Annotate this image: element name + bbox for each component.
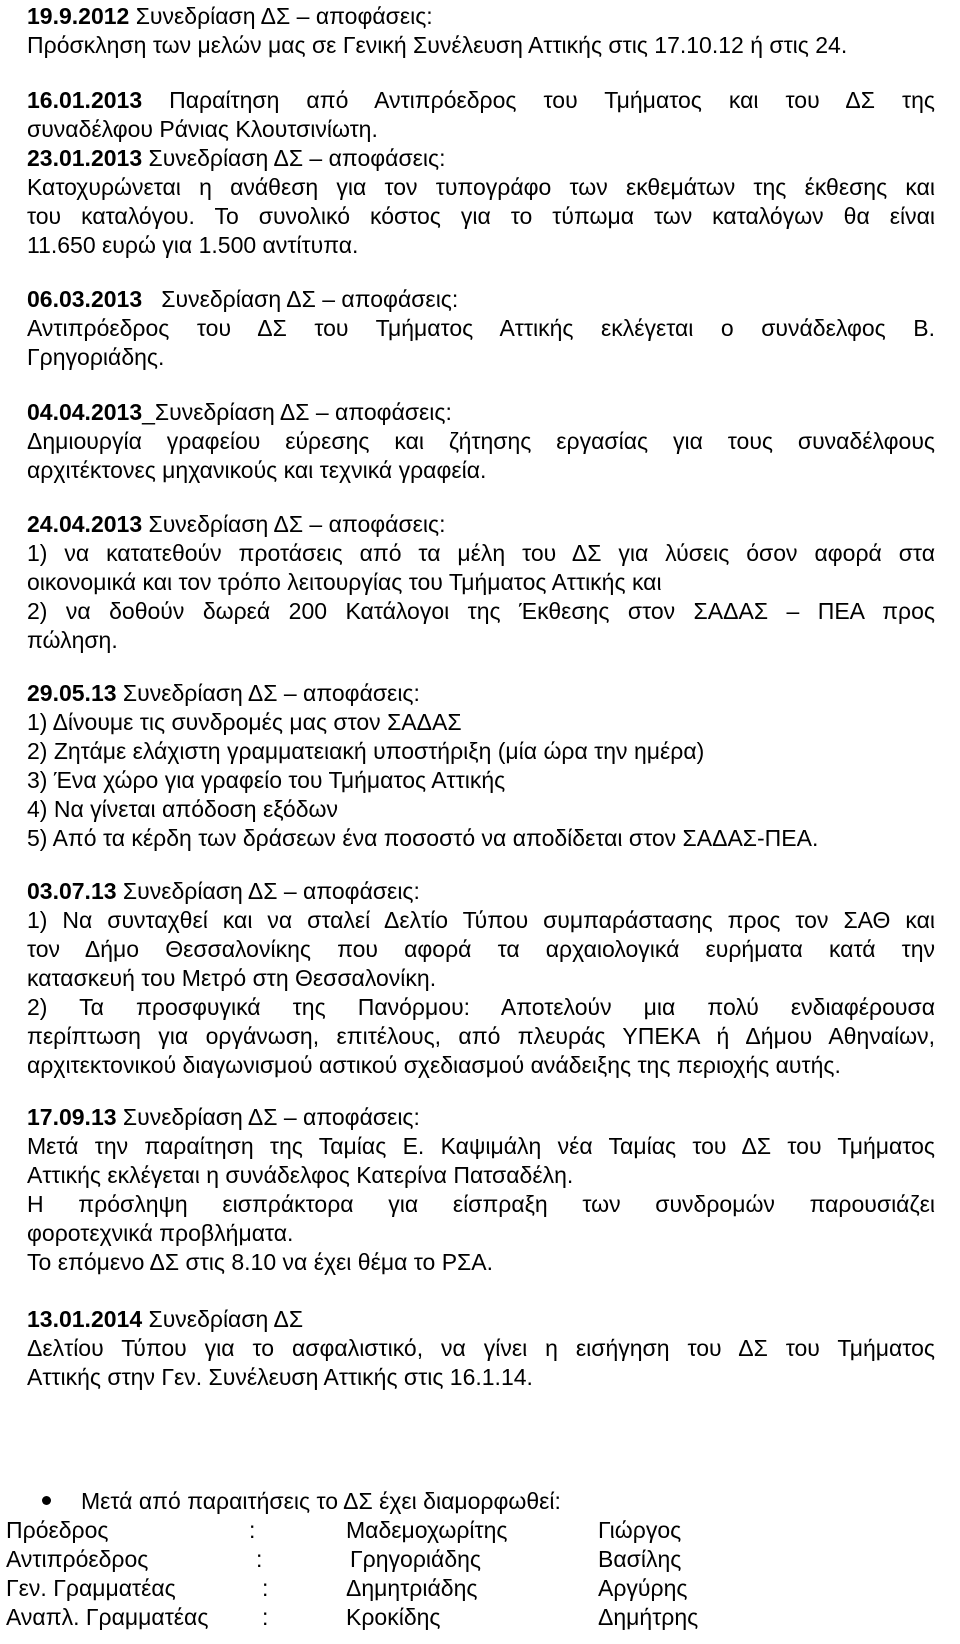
member-name: Γιώργος xyxy=(598,1517,682,1543)
member-separator: : xyxy=(262,1604,269,1630)
entry-title: Παραίτηση από Αντιπρόεδρος του Τμήματος και του ΔΣ της xyxy=(142,87,935,113)
entry-line: 1) να κατατεθούν προτάσεις από τα μέλη του ΔΣ για λύσεις όσον αφορά στα xyxy=(27,540,935,566)
entry-line: 2) να δοθούν δωρεά 200 Κατάλογοι της Έκθεσης στον ΣΑΔΑΣ – ΠΕΑ προς xyxy=(27,598,935,624)
entry-date: 13.01.2014 xyxy=(27,1306,143,1332)
entry-date: 19.9.2012 xyxy=(27,3,130,29)
entry-title: Συνεδρίαση ΔΣ – αποφάσεις: xyxy=(116,1104,420,1130)
entry-line: αρχιτεκτονικού διαγωνισμού αστικού σχεδιασμού ανάδειξης της περιοχής αυτής. xyxy=(27,1052,841,1078)
entry-line: τον Δήμο Θεσσαλονίκης που αφορά τα αρχαιολογικά ευρήματα κατά την xyxy=(27,936,935,962)
entry-line: 5) Από τα κέρδη των δράσεων ένα ποσοστό να αποδίδεται στον ΣΑΔΑΣ-ΠΕΑ. xyxy=(27,825,819,851)
board-member-row xyxy=(6,1545,946,1574)
entry-heading xyxy=(27,877,935,906)
entry-heading xyxy=(27,398,935,427)
member-role: Πρόεδρος xyxy=(6,1517,109,1543)
entry-heading xyxy=(27,1103,935,1132)
member-name: Δημήτρης xyxy=(598,1604,699,1630)
entry-heading xyxy=(27,86,935,115)
entry-block xyxy=(27,2,935,60)
entry-line: οικονομικά και τον τρόπο λειτουργίας του Τμήματος Αττικής και xyxy=(27,569,662,595)
board-member-row xyxy=(6,1516,946,1545)
entry-heading xyxy=(27,285,935,314)
entry-line: Δελτίου Τύπου για το ασφαλιστικό, να γίνει η εισήγηση του ΔΣ του Τμήματος xyxy=(27,1335,935,1361)
member-role: Γεν. Γραμματέας xyxy=(6,1575,176,1601)
entry-line: 3) Ένα χώρο για γραφείο του Τμήματος Αττικής xyxy=(27,767,506,793)
entry-line: αρχιτέκτονες μηχανικούς και τεχνικά γραφεία. xyxy=(27,457,487,483)
board-intro xyxy=(42,1487,561,1516)
entry-line: Αττικής στην Γεν. Συνέλευση Αττικής στις 16.1.14. xyxy=(27,1364,533,1390)
entry-line: κατασκευή του Μετρό στη Θεσσαλονίκη. xyxy=(27,965,437,991)
entry-line: Το επόμενο ΔΣ στις 8.10 να έχει θέμα το ΡΣΑ. xyxy=(27,1249,494,1275)
entry-line: Αντιπρόεδρος του ΔΣ του Τμήματος Αττικής εκλέγεται ο συνάδελφος Β. xyxy=(27,315,935,341)
entry-title: Συνεδρίαση ΔΣ – αποφάσεις: xyxy=(142,511,446,537)
entry-title: Συνεδρίαση ΔΣ xyxy=(142,1306,304,1332)
entry-line: περίπτωση για οργάνωση, επιτέλους, από πλευράς ΥΠΕΚΑ ή Δήμου Αθηναίων, xyxy=(27,1023,935,1049)
entry-block xyxy=(27,144,935,260)
entry-date: 03.07.13 xyxy=(27,878,117,904)
entry-line: Δημιουργία γραφείου εύρεσης και ζήτησης εργασίας για τους συναδέλφους xyxy=(27,428,935,454)
board-member-row xyxy=(6,1603,946,1632)
entry-title: Συνεδρίαση ΔΣ – αποφάσεις: xyxy=(116,878,420,904)
entry-title: Συνεδρίαση ΔΣ – αποφάσεις: xyxy=(142,145,446,171)
entry-line: Αττικής εκλέγεται η συνάδελφος Κατερίνα Πατσαδέλη. xyxy=(27,1162,574,1188)
entry-block xyxy=(27,398,935,485)
member-surname: Δημητριάδης xyxy=(346,1575,478,1601)
entry-line: 2) Ζητάμε ελάχιστη γραμματειακή υποστήριξη (μία ώρα την ημέρα) xyxy=(27,738,705,764)
entry-line: 1) Δίνουμε τις συνδρομές μας στον ΣΑΔΑΣ xyxy=(27,709,462,735)
entry-heading xyxy=(27,510,935,539)
entry-block xyxy=(27,679,935,853)
member-surname: Κροκίδης xyxy=(346,1604,441,1630)
entry-line: συναδέλφου Ράνιας Κλουτσινίωτη. xyxy=(27,116,378,142)
entry-title: Συνεδρίαση ΔΣ – αποφάσεις: xyxy=(129,3,433,29)
member-name: Βασίλης xyxy=(598,1546,682,1572)
entry-line: 1) Να συνταχθεί και να σταλεί Δελτίο Τύπου συμπαράστασης προς τον ΣΑΘ και xyxy=(27,907,935,933)
entry-date: 06.03.2013 xyxy=(27,286,143,312)
entry-line: Κατοχυρώνεται η ανάθεση για τον τυπογράφο των εκθεμάτων της έκθεσης και xyxy=(27,174,935,200)
member-role: Αντιπρόεδρος xyxy=(6,1546,149,1572)
member-separator: : xyxy=(262,1575,269,1601)
entry-date: 17.09.13 xyxy=(27,1104,117,1130)
entry-line: φοροτεχνικά προβλήματα. xyxy=(27,1220,294,1246)
entry-date: 04.04.2013 xyxy=(27,399,143,425)
entry-block xyxy=(27,285,935,372)
entry-line: Η πρόσληψη εισπράκτορα για είσπραξη των συνδρομών παρουσιάζει xyxy=(27,1191,935,1217)
entry-line: 4) Να γίνεται απόδοση εξόδων xyxy=(27,796,338,822)
entry-title: Συνεδρίαση ΔΣ – αποφάσεις: xyxy=(142,286,459,312)
entry-line: Γρηγοριάδης. xyxy=(27,344,165,370)
entry-date: 24.04.2013 xyxy=(27,511,143,537)
entry-date: 23.01.2013 xyxy=(27,145,143,171)
entry-title: Συνεδρίαση ΔΣ – αποφάσεις: xyxy=(116,680,420,706)
entry-line: 2) Τα προσφυγικά της Πανόρμου: Αποτελούν μια πολύ ενδιαφέρουσα xyxy=(27,994,935,1020)
entry-line: πώληση. xyxy=(27,627,118,653)
entry-date: 16.01.2013 xyxy=(27,87,143,113)
board-intro-text: Μετά από παραιτήσεις το ΔΣ έχει διαμορφωθεί: xyxy=(81,1488,561,1514)
entry-line: Πρόσκληση των μελών μας σε Γενική Συνέλευση Αττικής στις 17.10.12 ή στις 24. xyxy=(27,32,848,58)
member-separator: : xyxy=(256,1546,263,1572)
entry-line: 11.650 ευρώ για 1.500 αντίτυπα. xyxy=(27,232,359,258)
member-name: Αργύρης xyxy=(598,1575,688,1601)
entry-date: 29.05.13 xyxy=(27,680,117,706)
entry-title: _Συνεδρίαση ΔΣ – αποφάσεις: xyxy=(142,399,452,425)
entry-line: του καταλόγου. Το συνολικό κόστος για το τύπωμα των καταλόγων θα είναι xyxy=(27,203,935,229)
entry-heading xyxy=(27,144,935,173)
board-member-row xyxy=(6,1574,946,1603)
entry-heading xyxy=(27,1305,935,1334)
entry-block xyxy=(27,86,935,144)
entry-block xyxy=(27,877,935,1080)
entry-heading xyxy=(27,2,935,31)
entry-block xyxy=(27,1305,935,1392)
member-role: Αναπλ. Γραμματέας xyxy=(6,1604,209,1630)
entry-block xyxy=(27,1103,935,1277)
member-surname: Γρηγοριάδης xyxy=(350,1546,482,1572)
member-separator: : xyxy=(249,1517,256,1543)
entry-heading xyxy=(27,679,935,708)
entry-line: Μετά την παραίτηση της Ταμίας Ε. Καψιμάλη νέα Ταμίας του ΔΣ του Τμήματος xyxy=(27,1133,935,1159)
bullet-icon xyxy=(42,1496,51,1505)
entry-block xyxy=(27,510,935,655)
member-surname: Μαδεμοχωρίτης xyxy=(346,1517,508,1543)
